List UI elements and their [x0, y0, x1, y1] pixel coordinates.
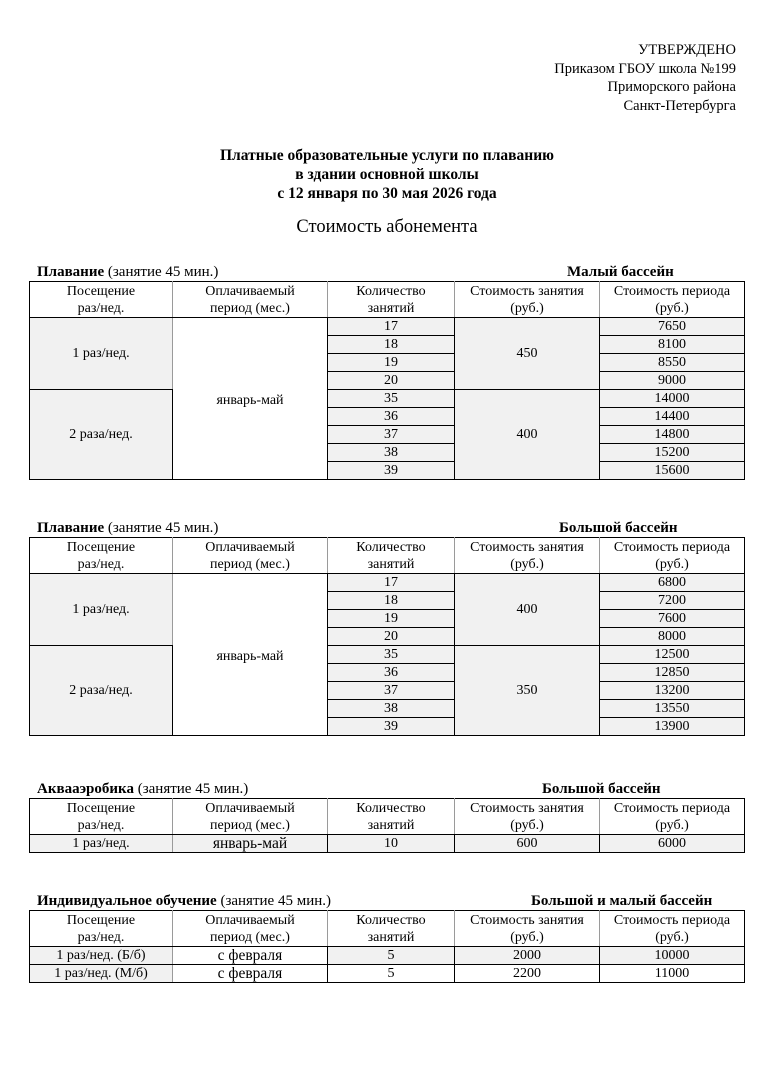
table-row	[30, 646, 745, 664]
count-cell: 17	[328, 574, 455, 592]
period-cost-cell: 10000	[600, 947, 745, 965]
visits-cell: 1 раз/нед.	[30, 574, 173, 646]
period-cost-cell: 8100	[600, 336, 745, 354]
period-cell: январь-май	[173, 835, 328, 853]
visits-cell: 1 раз/нед.	[30, 318, 173, 390]
col-lesson-cost: Стоимость занятия (руб.)	[455, 911, 600, 947]
period-cost-cell: 7600	[600, 610, 745, 628]
col-lesson-cost: Стоимость занятия (руб.)	[455, 282, 600, 318]
period-cell: январь-май	[173, 574, 328, 736]
col-visits: Посещение раз/нед.	[30, 282, 173, 318]
col-period-cost: Стоимость периода (руб.)	[600, 911, 745, 947]
col-visits: Посещение раз/нед.	[30, 911, 173, 947]
visits-cell: 1 раз/нед. (Б/б)	[30, 947, 173, 965]
pool-name: Малый бассейн	[567, 264, 674, 280]
count-cell: 5	[328, 947, 455, 965]
col-visits: Посещение раз/нед.	[30, 538, 173, 574]
section-swimming-big-pool	[29, 520, 744, 736]
period-cost-cell: 14400	[600, 408, 745, 426]
lesson-cost-cell: 350	[455, 646, 600, 736]
lesson-cost-cell: 400	[455, 574, 600, 646]
period-cost-cell: 12850	[600, 664, 745, 682]
section-name: Индивидуальное обучение	[37, 893, 217, 909]
section-name: Аквааэробика	[37, 781, 134, 797]
period-cost-cell: 9000	[600, 372, 745, 390]
count-cell: 18	[328, 336, 455, 354]
lesson-cost-cell: 2000	[455, 947, 600, 965]
col-lesson-cost: Стоимость занятия (руб.)	[455, 799, 600, 835]
table-row	[30, 965, 745, 983]
title-line-1: Платные образовательные услуги по плаванию	[220, 147, 554, 164]
lesson-cost-cell: 450	[455, 318, 600, 390]
count-cell: 19	[328, 610, 455, 628]
pool-name: Большой бассейн	[559, 520, 678, 536]
count-cell: 19	[328, 354, 455, 372]
document-subtitle: Стоимость абонемента	[296, 217, 478, 237]
pool-name: Большой и малый бассейн	[531, 893, 713, 909]
count-cell: 17	[328, 318, 455, 336]
period-cost-cell: 7650	[600, 318, 745, 336]
visits-cell: 1 раз/нед.	[30, 835, 173, 853]
period-cost-cell: 7200	[600, 592, 745, 610]
table-row	[30, 318, 745, 336]
table-header-row	[30, 538, 745, 574]
count-cell: 5	[328, 965, 455, 983]
period-cost-cell: 15200	[600, 444, 745, 462]
count-cell: 39	[328, 718, 455, 736]
price-table	[29, 281, 745, 480]
table-row	[30, 947, 745, 965]
count-cell: 38	[328, 700, 455, 718]
lesson-cost-cell: 2200	[455, 965, 600, 983]
document-title	[0, 146, 764, 203]
col-period-cost: Стоимость периода (руб.)	[600, 282, 745, 318]
table-row	[30, 390, 745, 408]
col-period: Оплачиваемый период (мес.)	[173, 911, 328, 947]
section-note: (занятие 45 мин.)	[107, 264, 219, 280]
section-header	[29, 893, 744, 910]
table-header-row	[30, 911, 745, 947]
period-cost-cell: 13900	[600, 718, 745, 736]
title-line-3: с 12 января по 30 мая 2026 года	[277, 185, 497, 202]
section-header	[29, 264, 744, 281]
count-cell: 36	[328, 408, 455, 426]
period-cost-cell: 8550	[600, 354, 745, 372]
period-cost-cell: 11000	[600, 965, 745, 983]
period-cost-cell: 13200	[600, 682, 745, 700]
count-cell: 38	[328, 444, 455, 462]
title-line-2: в здании основной школы	[295, 166, 479, 183]
section-header	[29, 520, 744, 537]
approval-district: Приморского района	[607, 79, 736, 95]
period-cell: с февраля	[173, 965, 328, 983]
count-cell: 35	[328, 646, 455, 664]
visits-cell: 1 раз/нед. (М/б)	[30, 965, 173, 983]
period-cost-cell: 6000	[600, 835, 745, 853]
section-name: Плавание	[37, 264, 105, 280]
period-cost-cell: 14000	[600, 390, 745, 408]
count-cell: 20	[328, 372, 455, 390]
col-period-cost: Стоимость периода (руб.)	[600, 799, 745, 835]
section-note: (занятие 45 мин.)	[107, 520, 219, 536]
approval-block	[554, 41, 736, 115]
price-table	[29, 537, 745, 736]
approval-order: Приказом ГБОУ школа №199	[554, 60, 736, 77]
period-cost-cell: 14800	[600, 426, 745, 444]
section-individual-training	[29, 893, 744, 983]
col-period-cost: Стоимость периода (руб.)	[600, 538, 745, 574]
table-row	[30, 835, 745, 853]
col-count: Количество занятий	[328, 282, 455, 318]
period-cost-cell: 15600	[600, 462, 745, 480]
count-cell: 18	[328, 592, 455, 610]
period-cost-cell: 12500	[600, 646, 745, 664]
col-visits: Посещение раз/нед.	[30, 799, 173, 835]
section-note: (занятие 45 мин.)	[137, 781, 249, 797]
visits-cell: 2 раза/нед.	[30, 646, 173, 736]
col-period: Оплачиваемый период (мес.)	[173, 799, 328, 835]
lesson-cost-cell: 400	[455, 390, 600, 480]
col-period: Оплачиваемый период (мес.)	[173, 282, 328, 318]
col-count: Количество занятий	[328, 799, 455, 835]
period-cost-cell: 6800	[600, 574, 745, 592]
approval-status: УТВЕРЖДЕНО	[638, 42, 736, 58]
table-row	[30, 574, 745, 592]
count-cell: 20	[328, 628, 455, 646]
pool-name: Большой бассейн	[542, 781, 661, 797]
approval-city: Санкт-Петербурга	[623, 97, 736, 114]
count-cell: 37	[328, 682, 455, 700]
col-count: Количество занятий	[328, 911, 455, 947]
lesson-cost-cell: 600	[455, 835, 600, 853]
col-period: Оплачиваемый период (мес.)	[173, 538, 328, 574]
section-swimming-small-pool	[29, 264, 744, 480]
count-cell: 39	[328, 462, 455, 480]
period-cell: январь-май	[173, 318, 328, 480]
price-table	[29, 798, 745, 853]
table-header-row	[30, 282, 745, 318]
period-cost-cell: 8000	[600, 628, 745, 646]
table-header-row	[30, 799, 745, 835]
period-cell: с февраля	[173, 947, 328, 965]
section-note: (занятие 45 мин.)	[220, 893, 331, 909]
count-cell: 10	[328, 835, 455, 853]
section-aqua-aerobics	[29, 781, 744, 853]
section-header	[29, 781, 744, 798]
visits-cell: 2 раза/нед.	[30, 390, 173, 480]
price-table	[29, 910, 745, 983]
count-cell: 35	[328, 390, 455, 408]
col-lesson-cost: Стоимость занятия (руб.)	[455, 538, 600, 574]
section-name: Плавание	[37, 520, 105, 536]
count-cell: 36	[328, 664, 455, 682]
period-cost-cell: 13550	[600, 700, 745, 718]
col-count: Количество занятий	[328, 538, 455, 574]
count-cell: 37	[328, 426, 455, 444]
